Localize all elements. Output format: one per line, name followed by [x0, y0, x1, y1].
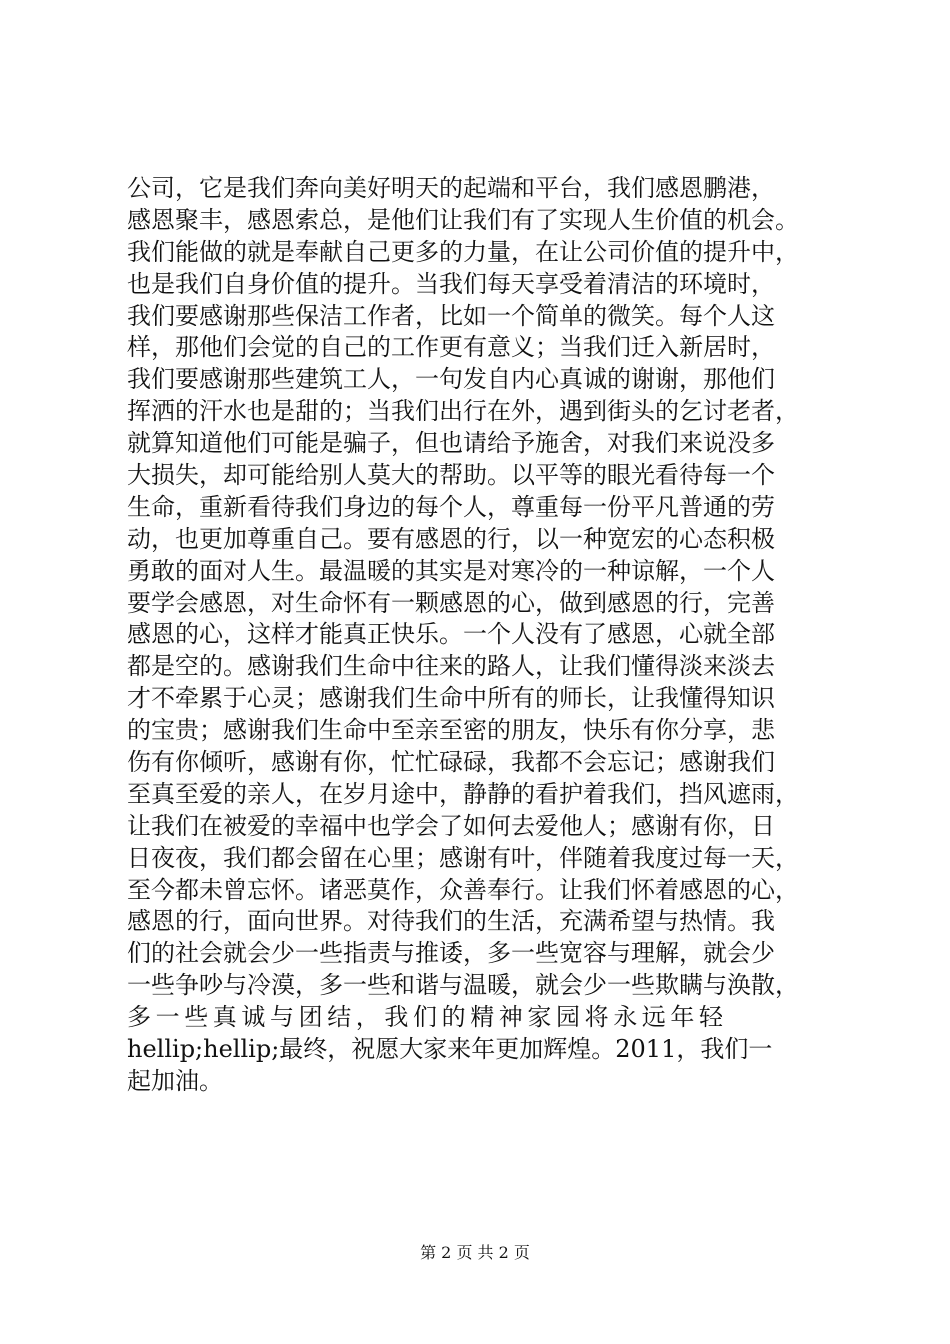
text-line: 样，那他们会觉的自己的工作更有意义；当我们迁入新居时， [127, 333, 775, 362]
text-line: 感恩的行，面向世界。对待我们的生活，充满希望与热情。我 [127, 907, 775, 936]
text-line: 也是我们自身价值的提升。当我们每天享受着清洁的环境时， [127, 269, 775, 298]
text-line: hellip;hellip;最终，祝愿大家来年更加辉煌。2011，我们一 [127, 1035, 773, 1064]
text-line: 起加油。 [127, 1066, 223, 1095]
text-line: 伤有你倾听，感谢有你，忙忙碌碌，我都不会忘记；感谢我们 [127, 748, 775, 777]
text-line: 日夜夜，我们都会留在心里；感谢有叶，伴随着我度过每一天， [127, 843, 799, 872]
text-line: 的宝贵；感谢我们生命中至亲至密的朋友，快乐有你分享，悲 [127, 716, 775, 745]
text-line: 才不牵累于心灵；感谢我们生命中所有的师长，让我懂得知识 [127, 684, 775, 713]
text-line: 至今都未曾忘怀。诸恶莫作，众善奉行。让我们怀着感恩的心， [127, 875, 799, 904]
text-line: 勇敢的面对人生。最温暖的其实是对寒冷的一种谅解，一个人 [127, 556, 775, 585]
text-line: 多一些真诚与团结，我们的精神家园将永远年轻 [127, 1003, 728, 1032]
text-line: 一些争吵与冷漠，多一些和谐与温暖，就会少一些欺瞒与涣散， [127, 971, 799, 1000]
text-line: 都是空的。感谢我们生命中往来的路人，让我们懂得淡来淡去 [127, 652, 775, 681]
text-line: 大损失，却可能给别人莫大的帮助。以平等的眼光看待每一个 [127, 461, 775, 490]
page-number-footer: 第 2 页 共 2 页 [420, 1243, 530, 1262]
text-line: 就算知道他们可能是骗子，但也请给予施舍，对我们来说没多 [127, 429, 775, 458]
text-line: 要学会感恩，对生命怀有一颗感恩的心，做到感恩的行，完善 [127, 588, 775, 617]
text-line: 我们要感谢那些保洁工作者，比如一个简单的微笑。每个人这 [127, 301, 775, 330]
text-line: 生命，重新看待我们身边的每个人，尊重每一份平凡普通的劳 [127, 492, 775, 521]
body-paragraph [127, 173, 847, 1098]
text-line: 我们能做的就是奉献自己更多的力量，在让公司价值的提升中， [127, 237, 799, 266]
text-line: 动，也更加尊重自己。要有感恩的行，以一种宽宏的心态积极 [127, 524, 775, 553]
text-line: 让我们在被爱的幸福中也学会了如何去爱他人；感谢有你，日 [127, 811, 775, 840]
text-line: 我们要感谢那些建筑工人，一句发自内心真诚的谢谢，那他们 [127, 365, 775, 394]
text-line: 感恩聚丰，感恩索总，是他们让我们有了实现人生价值的机会。 [127, 205, 799, 234]
text-line: 至真至爱的亲人，在岁月途中，静静的看护着我们，挡风遮雨， [127, 779, 799, 808]
text-line: 公司，它是我们奔向美好明天的起端和平台，我们感恩鹏港， [127, 174, 775, 202]
text-line: 感恩的心，这样才能真正快乐。一个人没有了感恩，心就全部 [127, 620, 775, 649]
text-line: 们的社会就会少一些指责与推诿，多一些宽容与理解，就会少 [127, 939, 775, 968]
text-line: 挥洒的汗水也是甜的；当我们出行在外，遇到街头的乞讨老者， [127, 397, 799, 426]
